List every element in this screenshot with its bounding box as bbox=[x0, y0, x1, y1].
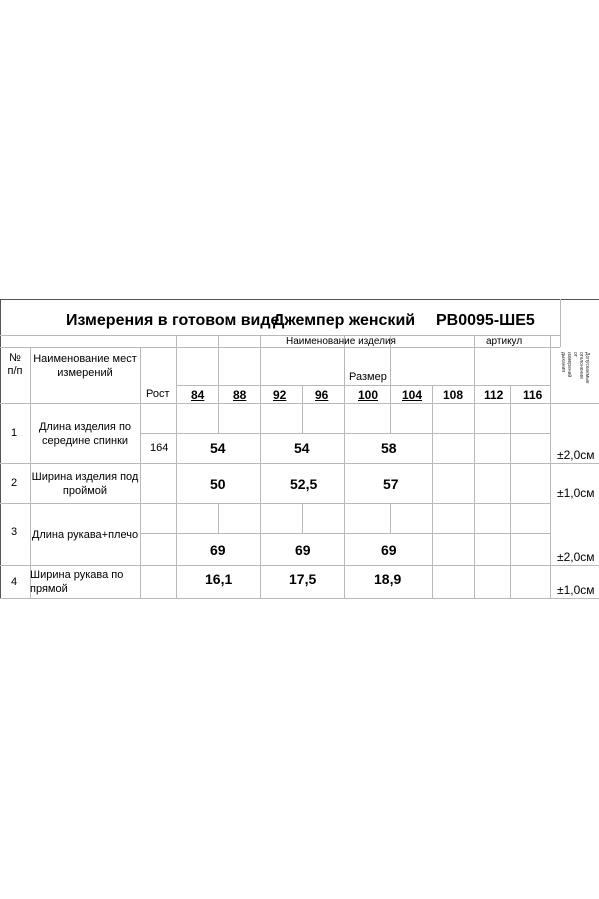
title-measurements: Измерения в готовом виде bbox=[66, 312, 280, 329]
row-1-value-2: 54 bbox=[294, 440, 310, 456]
row-2-value-3: 57 bbox=[383, 476, 399, 492]
caption-product-name: Наименование изделия bbox=[286, 336, 396, 347]
row-2-value-2: 52,5 bbox=[290, 476, 318, 492]
row-1-tolerance: ±2,0см bbox=[557, 448, 595, 462]
row-1-value-1: 54 bbox=[210, 440, 226, 456]
col-header-measure-place: Наименование мест измерений bbox=[33, 353, 137, 379]
row-4-tolerance: ±1,0см bbox=[557, 583, 595, 597]
size-88: 88 bbox=[233, 388, 247, 402]
col-header-size-group: Размер bbox=[349, 371, 387, 383]
row-2-value-1: 50 bbox=[210, 476, 226, 492]
row-3-value-3: 69 bbox=[381, 542, 397, 558]
row-3-name: Длина рукава+плечо bbox=[31, 529, 139, 541]
row-4-name: Ширина рукава по прямой bbox=[30, 569, 124, 595]
row-2-name: Ширина изделия под проймой bbox=[31, 471, 139, 497]
size-100: 100 bbox=[358, 388, 379, 402]
row-2-tolerance: ±1,0см bbox=[557, 486, 595, 500]
caption-article: артикул bbox=[486, 336, 523, 347]
row-4-value-3: 18,9 bbox=[374, 571, 402, 587]
size-104: 104 bbox=[402, 388, 423, 402]
size-112: 112 bbox=[484, 388, 504, 402]
col-header-num: № п/п bbox=[7, 352, 23, 377]
title-article: PB0095-ШЕ5 bbox=[436, 312, 535, 329]
tolerance-header-line-1: Допускаемые bbox=[584, 352, 590, 384]
col-header-height: Рост bbox=[146, 388, 170, 400]
row-2-num: 2 bbox=[11, 477, 18, 489]
row-4-num: 4 bbox=[11, 576, 18, 588]
row-1-value-3: 58 bbox=[381, 440, 397, 456]
tolerance-header-line-2: отклонения bbox=[578, 352, 584, 379]
size-116: 116 bbox=[523, 388, 543, 402]
row-4-value-2: 17,5 bbox=[289, 571, 317, 587]
row-4-value-1: 16,1 bbox=[205, 571, 233, 587]
tolerance-header-line-3: от bbox=[572, 352, 578, 357]
tolerance-header-line-5: дыхания bbox=[560, 352, 566, 372]
title-product: Джемпер женский bbox=[273, 312, 416, 329]
row-1-num: 1 bbox=[11, 427, 18, 439]
size-96: 96 bbox=[315, 388, 329, 402]
size-108: 108 bbox=[443, 388, 464, 402]
row-3-value-1: 69 bbox=[210, 542, 226, 558]
row-3-num: 3 bbox=[11, 526, 18, 538]
size-84: 84 bbox=[191, 388, 205, 402]
row-1-name: Длина изделия по середине спинки bbox=[38, 421, 132, 447]
size-92: 92 bbox=[273, 388, 287, 402]
row-3-value-2: 69 bbox=[295, 542, 311, 558]
row-1-height: 164 bbox=[150, 442, 169, 454]
tolerance-header-line-4: измерений bbox=[566, 352, 572, 378]
row-3-tolerance: ±2,0см bbox=[557, 550, 595, 564]
